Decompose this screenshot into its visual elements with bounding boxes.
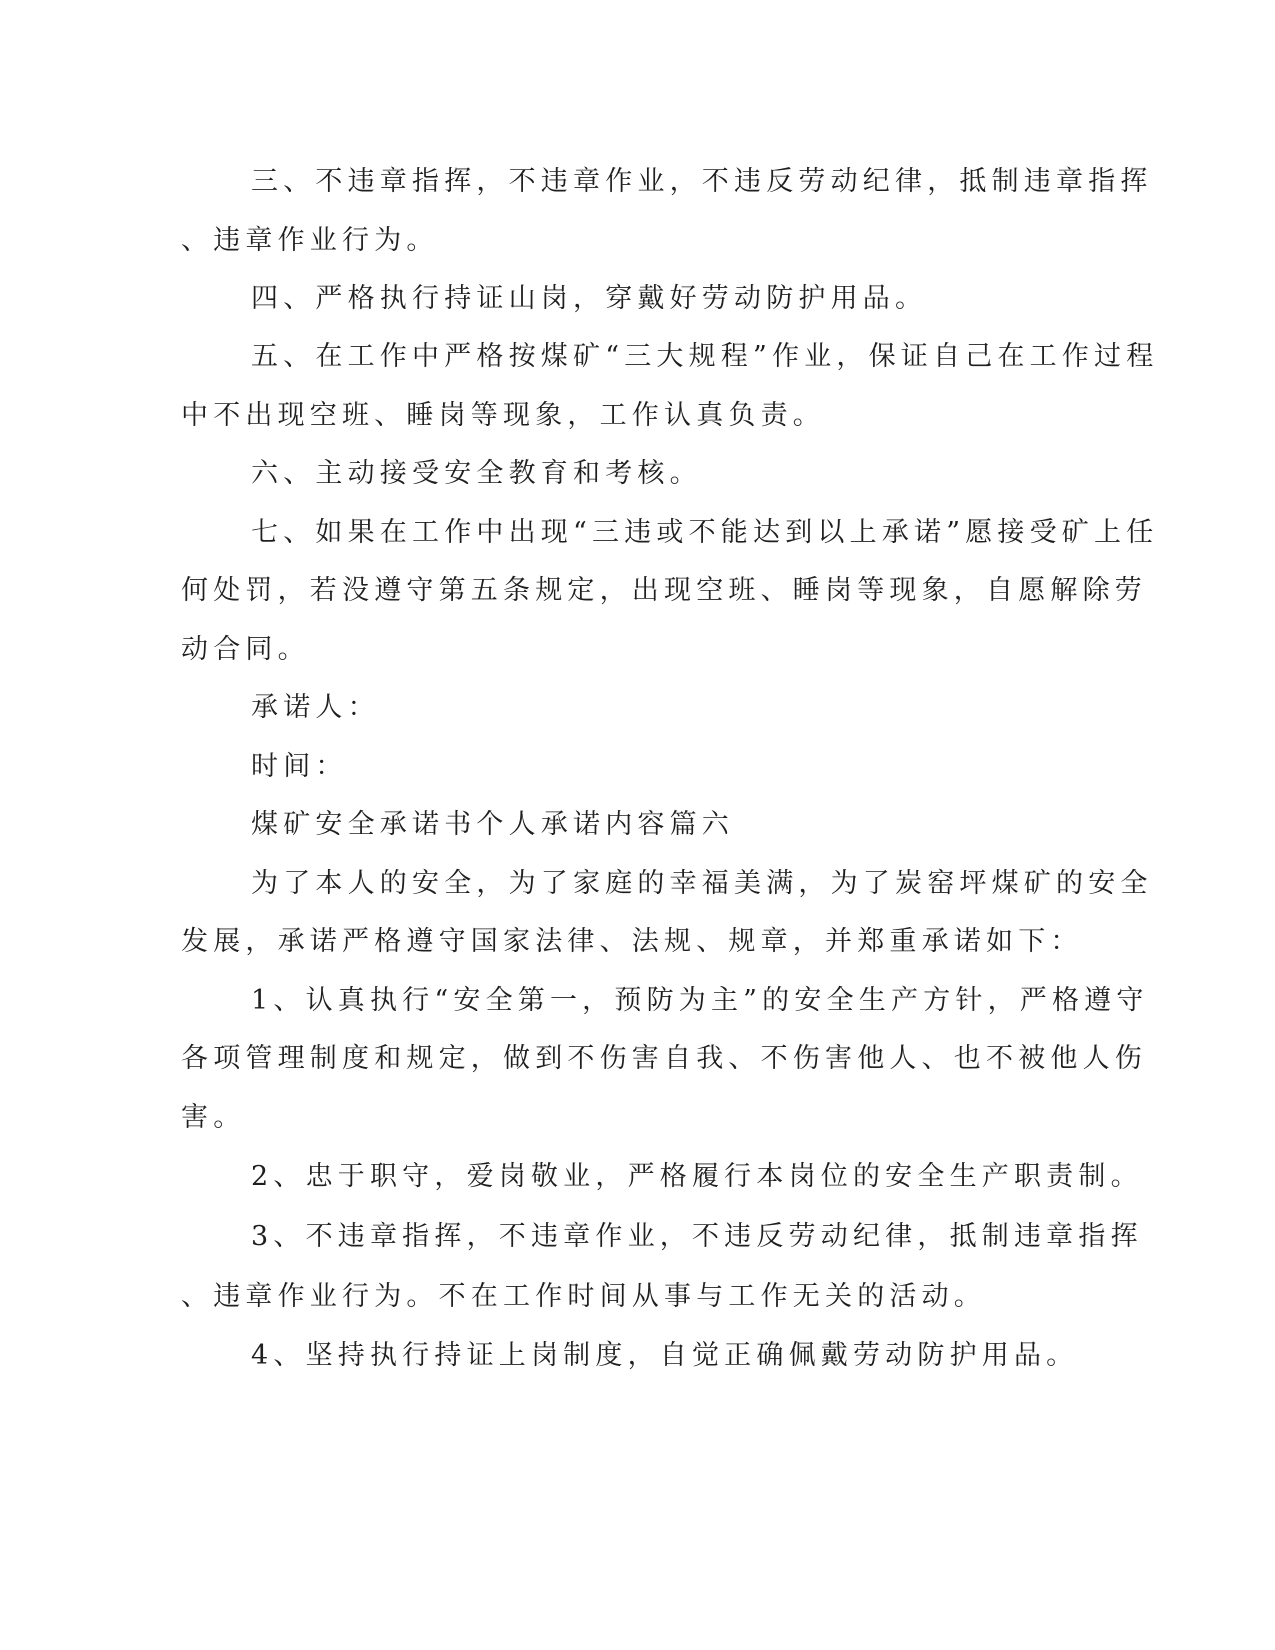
section-title: 煤矿安全承诺书个人承诺内容篇六 [251, 809, 734, 840]
text-line: 六、主动接受安全教育和考核。 [251, 458, 702, 489]
text-line: 七、如果在工作中出现“三违或不能达到以上承诺”愿接受矿上任 [251, 517, 1159, 548]
text-line: 、违章作业行为。 [181, 225, 439, 256]
text-line: 何处罚，若没遵守第五条规定，出现空班、睡岗等现象，自愿解除劳 [181, 575, 1147, 606]
text-line: 3、不违章指挥，不违章作业，不违反劳动纪律，抵制违章指挥 [251, 1221, 1143, 1252]
text-line: 五、在工作中严格按煤矿“三大规程”作业，保证自己在工作过程 [251, 341, 1159, 372]
text-line: 各项管理制度和规定，做到不伤害自我、不伤害他人、也不被他人伤 [181, 1043, 1147, 1074]
text-line: 三、不违章指挥，不违章作业，不违反劳动纪律，抵制违章指挥 [251, 166, 1153, 197]
text-line: 中不出现空班、睡岗等现象，工作认真负责。 [181, 400, 825, 431]
text-line: 为了本人的安全，为了家庭的幸福美满，为了炭窑坪煤矿的安全 [251, 868, 1153, 899]
text-line: 害。 [181, 1102, 246, 1133]
text-line: 四、严格执行持证山岗，穿戴好劳动防护用品。 [251, 283, 928, 314]
signatory-label: 承诺人： [251, 692, 380, 723]
text-line: 发展，承诺严格遵守国家法律、法规、规章，并郑重承诺如下： [181, 926, 1083, 957]
text-line: 4、坚持执行持证上岗制度，自觉正确佩戴劳动防护用品。 [251, 1340, 1079, 1371]
text-line: 2、忠于职守，爱岗敬业，严格履行本岗位的安全生产职责制。 [251, 1161, 1143, 1192]
date-label: 时间： [251, 751, 348, 782]
text-line: 、违章作业行为。不在工作时间从事与工作无关的活动。 [181, 1281, 986, 1312]
text-line: 1、认真执行“安全第一，预防为主”的安全生产方针，严格遵守 [251, 985, 1149, 1016]
text-line: 动合同。 [181, 634, 310, 665]
